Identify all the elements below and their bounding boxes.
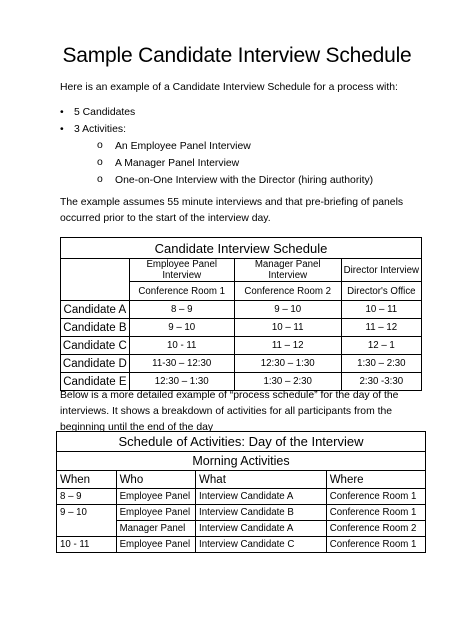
row-label: Candidate A — [61, 301, 130, 319]
table-cell: 1:30 – 2:30 — [341, 355, 421, 373]
activities-caption: Schedule of Activities: Day of the Interview — [57, 432, 426, 452]
table-row — [57, 521, 426, 537]
table-cell: 12 – 1 — [341, 337, 421, 355]
section-header: Morning Activities — [57, 452, 426, 471]
row-label: Candidate B — [61, 319, 130, 337]
row-label: Candidate E — [61, 373, 130, 391]
table-cell: Manager Panel — [116, 521, 195, 537]
process-list — [60, 104, 373, 189]
sublist-item: o One-on-One Interview with the Director (hiring authority) — [97, 172, 373, 189]
schedule-caption: Candidate Interview Schedule — [61, 238, 422, 259]
table-cell: 9 – 10 — [129, 319, 234, 337]
table-cell: 10 – 11 — [341, 301, 421, 319]
activities-label: 3 Activities: — [74, 124, 126, 135]
activities-sublist — [74, 138, 373, 189]
table-cell: 9 – 10 — [234, 301, 341, 319]
table-cell: 2:30 -3:30 — [341, 373, 421, 391]
table-cell: Conference Room 1 — [326, 489, 425, 505]
table-row — [57, 537, 426, 553]
table-cell: Interview Candidate A — [196, 489, 327, 505]
table-cell: Interview Candidate B — [196, 505, 327, 521]
table-row — [57, 489, 426, 505]
table-cell: 8 – 9 — [129, 301, 234, 319]
list-item-activities — [60, 121, 373, 189]
row-label: Candidate D — [61, 355, 130, 373]
column-header: Manager Panel Interview — [234, 259, 341, 282]
assumption-paragraph: The example assumes 55 minute interviews and that pre-briefing of panels occurred prior to the start of the interview day. — [60, 197, 404, 224]
table-cell: 1:30 – 2:30 — [234, 373, 341, 391]
list-item-candidates: • 5 Candidates — [60, 104, 373, 121]
table-cell: Employee Panel — [116, 537, 195, 553]
table-row — [61, 355, 422, 373]
table-cell: 11-30 – 12:30 — [129, 355, 234, 373]
table-cell: 10 - 11 — [57, 537, 117, 553]
page-title: Sample Candidate Interview Schedule — [62, 44, 412, 67]
column-subheader: Director's Office — [341, 282, 421, 301]
detail-paragraph: Below is a more detailed example of “process schedule” for the day of the interviews. It shows a breakdown of activities for all participants from the beginning until the end of the day — [60, 390, 399, 433]
row-label: Candidate C — [61, 337, 130, 355]
table-cell: Conference Room 2 — [326, 521, 425, 537]
activities-table — [56, 431, 426, 553]
table-cell: 9 – 10 — [57, 505, 117, 521]
table-cell: Conference Room 1 — [326, 505, 425, 521]
table-row — [61, 301, 422, 319]
table-cell: Conference Room 1 — [326, 537, 425, 553]
intro-paragraph: Here is an example of a Candidate Interview Schedule for a process with: — [60, 82, 398, 93]
table-cell: Interview Candidate C — [196, 537, 327, 553]
column-header-where: Where — [326, 471, 425, 489]
column-header: Director Interview — [341, 259, 421, 282]
column-subheader: Conference Room 1 — [129, 282, 234, 301]
sublist-item: o An Employee Panel Interview — [97, 138, 373, 155]
table-cell: 10 - 11 — [129, 337, 234, 355]
table-cell: 11 – 12 — [341, 319, 421, 337]
table-row — [61, 337, 422, 355]
sublist-item: o A Manager Panel Interview — [97, 155, 373, 172]
candidate-schedule-table — [60, 237, 422, 391]
column-header: Employee Panel Interview — [129, 259, 234, 282]
column-subheader: Conference Room 2 — [234, 282, 341, 301]
column-header-what: What — [196, 471, 327, 489]
table-cell: 8 – 9 — [57, 489, 117, 505]
table-cell — [57, 521, 117, 537]
column-header-when: When — [57, 471, 117, 489]
column-header-who: Who — [116, 471, 195, 489]
table-cell: 10 – 11 — [234, 319, 341, 337]
table-cell: 12:30 – 1:30 — [234, 355, 341, 373]
table-cell: Employee Panel — [116, 489, 195, 505]
table-cell: 12:30 – 1:30 — [129, 373, 234, 391]
table-row — [61, 319, 422, 337]
table-cell: Interview Candidate A — [196, 521, 327, 537]
table-cell: Employee Panel — [116, 505, 195, 521]
table-cell: 11 – 12 — [234, 337, 341, 355]
table-row — [57, 505, 426, 521]
corner-cell — [61, 259, 130, 301]
